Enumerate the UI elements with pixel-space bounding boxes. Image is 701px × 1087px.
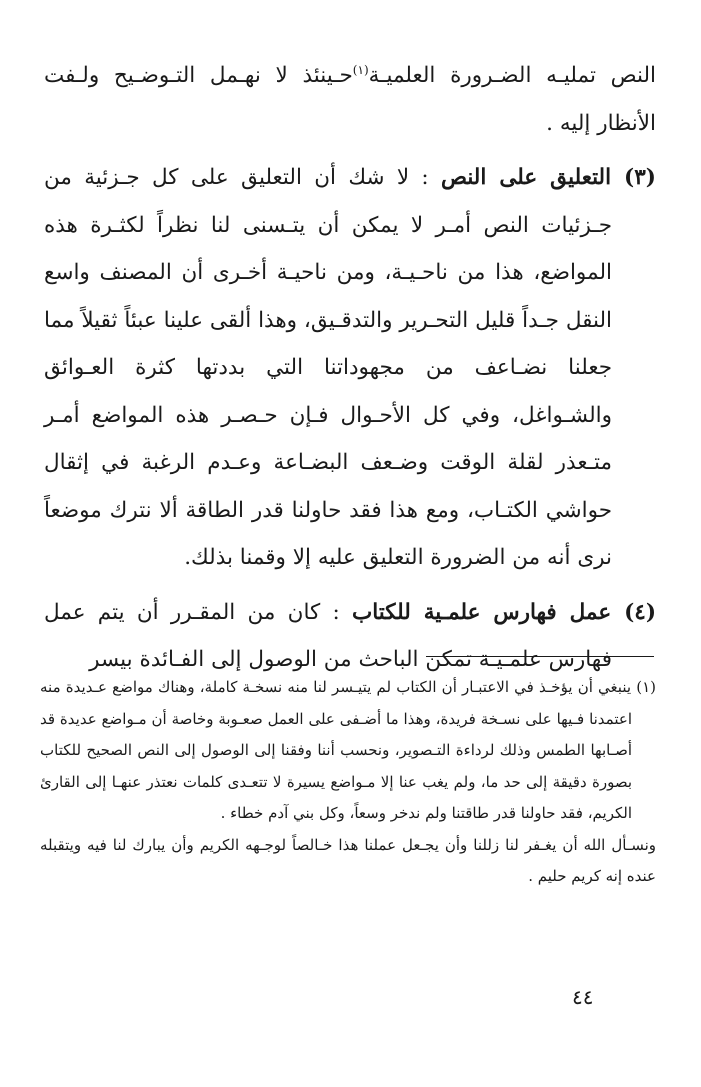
footnote-block: [40, 672, 656, 893]
intro-paragraph: [44, 52, 656, 147]
item-3-paragraph: [44, 154, 656, 582]
intro-text-before-note: النص تمليـه الضـرورة العلميـة: [368, 63, 656, 88]
page-number: ٤٤: [572, 985, 594, 1009]
footnote-paragraph-2: ونسـأل الله أن يغـفر لنا زللنا وأن يجـعل عملنا هذا خـالصاً لوجـهه الكريم وأن يبارك لنا فيه ويتقبله عنده إنه كريم حليم .: [40, 835, 656, 885]
main-text: [44, 52, 656, 684]
item-3-heading: (٣) التعليق على النص: [440, 165, 656, 190]
item-3-text: : لا شك أن التعليق على كل جـزئية من جـزئيات النص أمـر لا يمكن أن يتـسنى لنا نظراً لكثـرة هذه المواضع، هذا من ناحـيـة، ومن ناحيـة أخـرى أن المصنف واسع النقل جـداً قليل التحـرير والتدقـيق، وهذا ألقى علينا عبئاً ثقيلاً مما جعلنا نضـاعف من مجهوداتنا التي بددتها كثرة العـوائق والشـواغل، وفي كل الأحـوال فـإن حـصـر هذه المواضع أمـر متـعذر لقلة الوقت وضـعف البضـاعة وعـدم الرغبة في إثقال حواشي الكتـاب، ومع هذا فقد حاولنا قدر الطاقة ألا نترك موضعاً نرى أنه من الضرورة التعليق عليه إلا وقمنا بذلك.: [44, 165, 612, 570]
item-4-paragraph: [44, 589, 656, 684]
item-4-heading: (٤) عمل فهارس علمـية للكتاب: [352, 599, 656, 625]
item-4-text: : كان من المقـرر أن يتم عمل فهارس علمـيـة تمكن الباحث من الوصول إلى الفـائدة بيسر: [44, 599, 612, 672]
intro-text-after-note: حـينئذ لا نهـمل التـوضـيح ولـفت الأنظار إليه .: [44, 63, 656, 136]
footnote-reference: (١): [352, 62, 369, 77]
footnote-paragraph-1: (١) ينبغي أن يؤخـذ في الاعتبـار أن الكتاب لم يتيـسر لنا منه نسخـة كاملة، وهناك مواضع عـديدة منه اعتمدنا فـيها على نسـخة فريدة، وهذا ما أضـفى على العمل صعـوبة وخاصة أن مـواضع عديدة قد أصـابها الطمس وذلك لرداءة التـصوير، ونحسب أننا وفقنا إلى الوصول إلى النص الصحيح للكتاب بصورة دقيقة إلى حد ما، ولم يغب عنا إلا مـواضع يسيرة لا تتعـدى كلمات نعتذر عنهـا إلى القارئ الكريم، فقد حاولنا قدر طاقتنا ولم ندخر وسعاً، وكل بني آدم خطاء .: [40, 678, 656, 822]
footnote-separator: [426, 656, 654, 657]
